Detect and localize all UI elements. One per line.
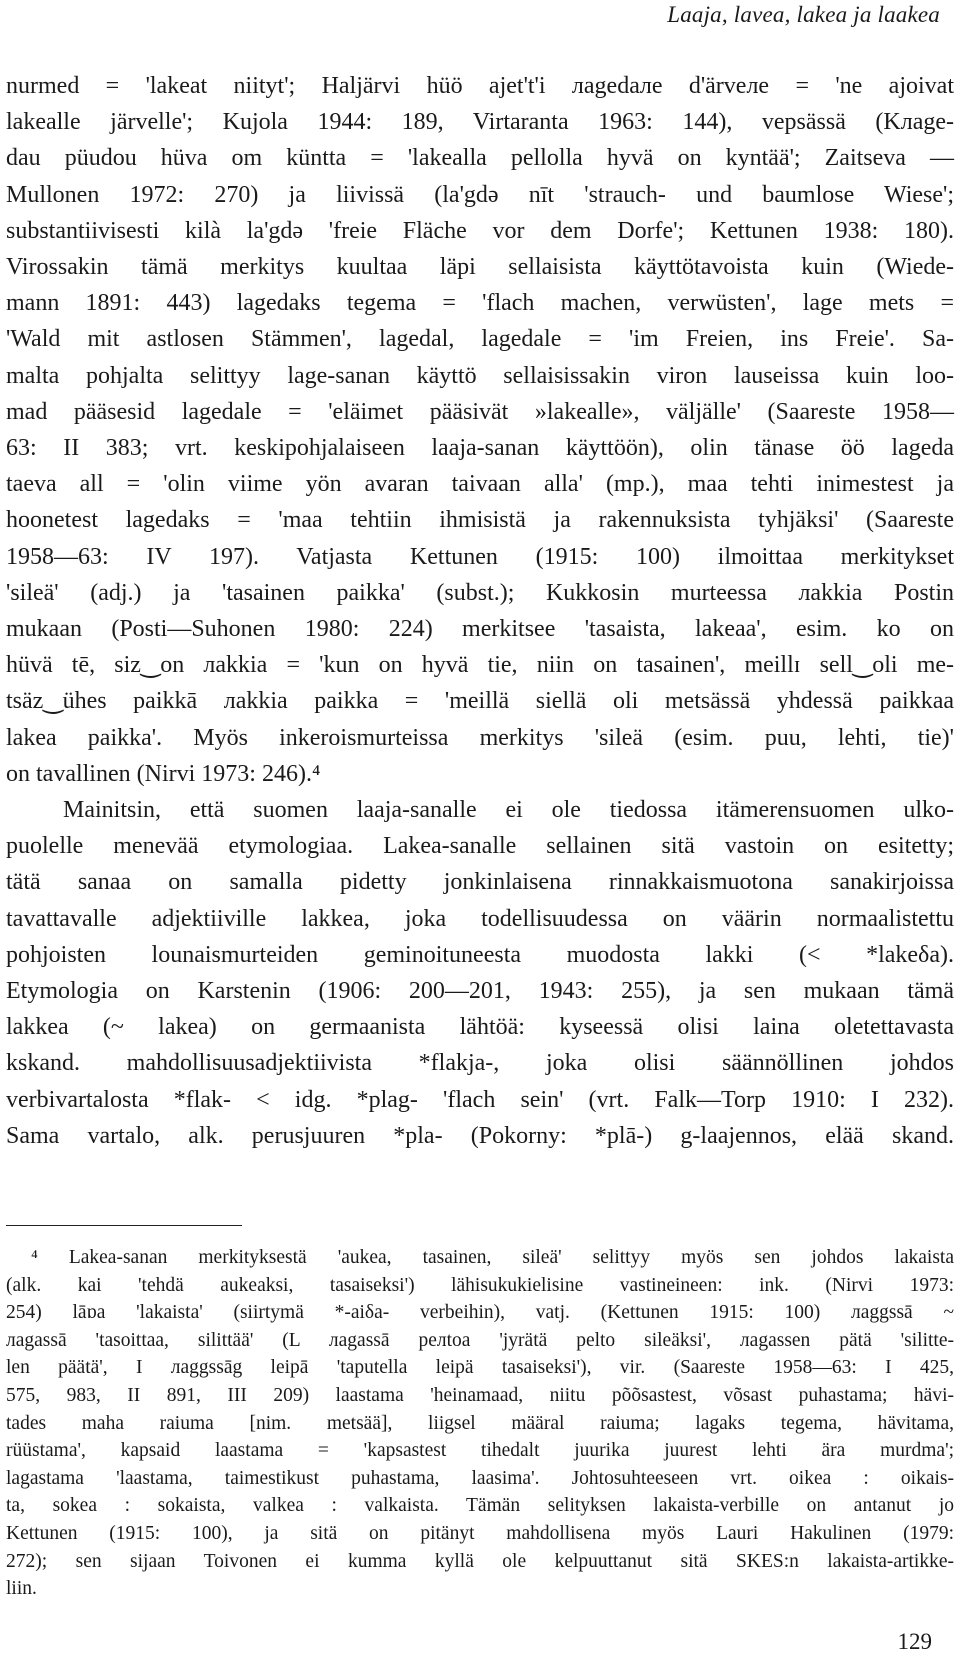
body-line: 'Wald mit astlosen Stämmen', lagedal, lagedale = 'im Freien, ins Freie'. Sa- <box>6 326 954 353</box>
body-line: lakkea (~ lakea) on germaanista lähtöä: kyseessä olisi laina oletettavasta <box>6 1014 954 1041</box>
body-line: puolelle menevää etymologiaa. Lakea-sanalle sellainen sitä vastoin on esitetty; <box>6 833 954 860</box>
body-line: nurmed = 'lakeat niityt'; Haljärvi hüö ajet't'i лagedaлe d'ärveлe = 'ne ajoivat <box>6 73 954 99</box>
footnote-line: ta, sokea : sokaista, valkea : valkaista. Tämän selityksen lakaista-verbille on antanut jo <box>6 1495 954 1517</box>
footnote-line: лagassā 'tasoittaa, silittää' (L лagassā peлtoa 'jyrätä pelto sileäksi', лagassen pätä 'silitte- <box>6 1329 954 1351</box>
body-line: tavattavalle adjektiiville lakkea, joka todellisuudessa on väärin normaalistettu <box>6 905 954 932</box>
footnote-line: rüüstama', kapsaid laastama = 'kapsastest tihedalt juurika juurest lehti ära murdma'; <box>6 1440 954 1462</box>
body-line: 1958—63: IV 197). Vatjasta Kettunen (1915: 100) ilmoittaa merkitykset <box>6 543 954 570</box>
body-line: hoonetest lagedaks = 'maa tehtiin ihmisistä ja rakennuksista tyhjäksi' (Saareste <box>6 507 954 534</box>
footnote-line: len päätä', I лaggssāg leipā 'taputella leipä tasaiseksi'), vir. (Saareste 1958—63: I 425, <box>6 1357 954 1379</box>
body-line: hüvä tē, siz‿on лakkia = 'kun on hyvä tie, niin on tasainen', meillɪ sell‿oli me- <box>6 652 954 679</box>
body-line: on tavallinen (Nirvi 1973: 246).⁴ <box>6 760 321 787</box>
footnote-line: 272); sen sijaan Toivonen ei kumma kyllä ole kelpuuttanut sitä SKES:n lakaista-artikke- <box>6 1550 954 1572</box>
page-number: 129 <box>897 1629 932 1654</box>
body-line: Sama vartalo, alk. perusjuuren *pla- (Pokorny: *plā-) g-laajennos, elää skand. <box>6 1122 954 1149</box>
body-line: kskand. mahdollisuusadjektiivista *flakja-, joka olisi säännöllinen johdos <box>6 1050 954 1077</box>
body-line: Virossakin tämä merkitys kuultaa läpi sellaisista käyttötavoista kuin (Wiede- <box>6 254 954 281</box>
body-line: verbivartalosta *flak- < idg. *plag- 'flach sein' (vrt. Falk—Torp 1910: I 232). <box>6 1086 954 1113</box>
body-line: 63: II 383; vrt. keskipohjalaiseen laaja-sanan käyttöön), olin tänase öö lageda <box>6 435 954 462</box>
footnote-line: Kettunen (1915: 100), ja sitä on pitänyt mahdollisena myös Lauri Hakulinen (1979: <box>6 1522 954 1544</box>
body-line: lakealle järvelle'; Kujola 1944: 189, Virtaranta 1963: 144), vepsässä (Kлage- <box>6 109 954 136</box>
footnote-line: liin. <box>6 1578 37 1600</box>
body-text <box>6 68 954 1154</box>
body-line: mad pääsesid lagedale = 'eläimet pääsivät »lakealle», väljälle' (Saareste 1958— <box>6 398 954 425</box>
body-line: tsäz‿ühes paikkā лakkia paikka = 'meillä siellä oli metsässä yhdessä paikkaa <box>6 688 954 715</box>
footnote-line: (alk. kai 'tehdä aukeaksi, tasaiseksi') lähisukukielisine vastineineen: ink. (Nirvi 1973: <box>6 1274 954 1296</box>
body-line: dau püudou hüva om küntta = 'lakealla pellolla hyvä on kyntää'; Zaitseva — <box>6 145 954 172</box>
body-line: Mainitsin, että suomen laaja-sanalle ei ole tiedossa itämerensuomen ulko- <box>63 797 954 824</box>
body-line: substantiivisesti kilà la'gdə 'freie Fläche vor dem Dorfe'; Kettunen 1938: 180). <box>6 217 954 244</box>
footnotes <box>6 1244 954 1603</box>
footnote-divider <box>6 1225 242 1226</box>
footnote-line: 575, 983, II 891, III 209) laastama 'heinamaad, niitu põõsastest, võsast puhastama; hävi- <box>6 1384 954 1406</box>
body-line: tätä sanaa on samalla pidetty jonkinlaisena rinnakkaismuotona sanakirjoissa <box>6 869 954 896</box>
footnote-line: 254) lāɒa 'lakaista' (siirtymä *-aiδa- verbeihin), vatj. (Kettunen 1915: 100) лaggssā ~ <box>6 1302 954 1324</box>
body-line: Etymologia on Karstenin (1906: 200—201, 1943: 255), ja sen mukaan tämä <box>6 978 954 1005</box>
body-line: mann 1891: 443) lagedaks tegema = 'flach machen, verwüsten', lage mets = <box>6 290 954 317</box>
body-line: Mullonen 1972: 270) ja liivissä (la'gdə nīt 'strauch- und baumlose Wiese'; <box>6 181 954 208</box>
footnote-line: lagastama 'laastama, taimestikust puhastama, laasima'. Johtosuhteeseen vrt. oikea : oikais- <box>6 1467 954 1489</box>
body-line: mukaan (Posti—Suhonen 1980: 224) merkitsee 'tasaista, lakeaa', esim. ko on <box>6 616 954 643</box>
footnote-line: ⁴ Lakea-sanan merkityksestä 'aukea, tasainen, sileä' selittyy myös sen johdos lakaista <box>31 1247 954 1268</box>
body-line: pohjoisten lounaismurteiden geminoituneesta muodosta lakki (< *lakeδa). <box>6 941 954 968</box>
running-head: Laaja, lavea, lakea ja laakea <box>667 2 940 27</box>
footnote-line: tades maha raiuma [nim. metsää], liigsel määral raiuma; lagaks tegema, hävitama, <box>6 1412 954 1434</box>
body-line: lakea paikka'. Myös inkeroismurteissa merkitys 'sileä (esim. puu, lehti, tie)' <box>6 724 954 751</box>
body-line: taeva all = 'olin viime yön avaran taivaan alla' (mp.), maa tehti inimestest ja <box>6 471 954 498</box>
body-line: malta pohjalta selittyy lage-sanan käyttö sellaisissakin viron lauseissa kuin loo- <box>6 362 954 389</box>
body-line: 'sileä' (adj.) ja 'tasainen paikka' (subst.); Kukkosin murteessa лakkia Postin <box>6 579 954 606</box>
